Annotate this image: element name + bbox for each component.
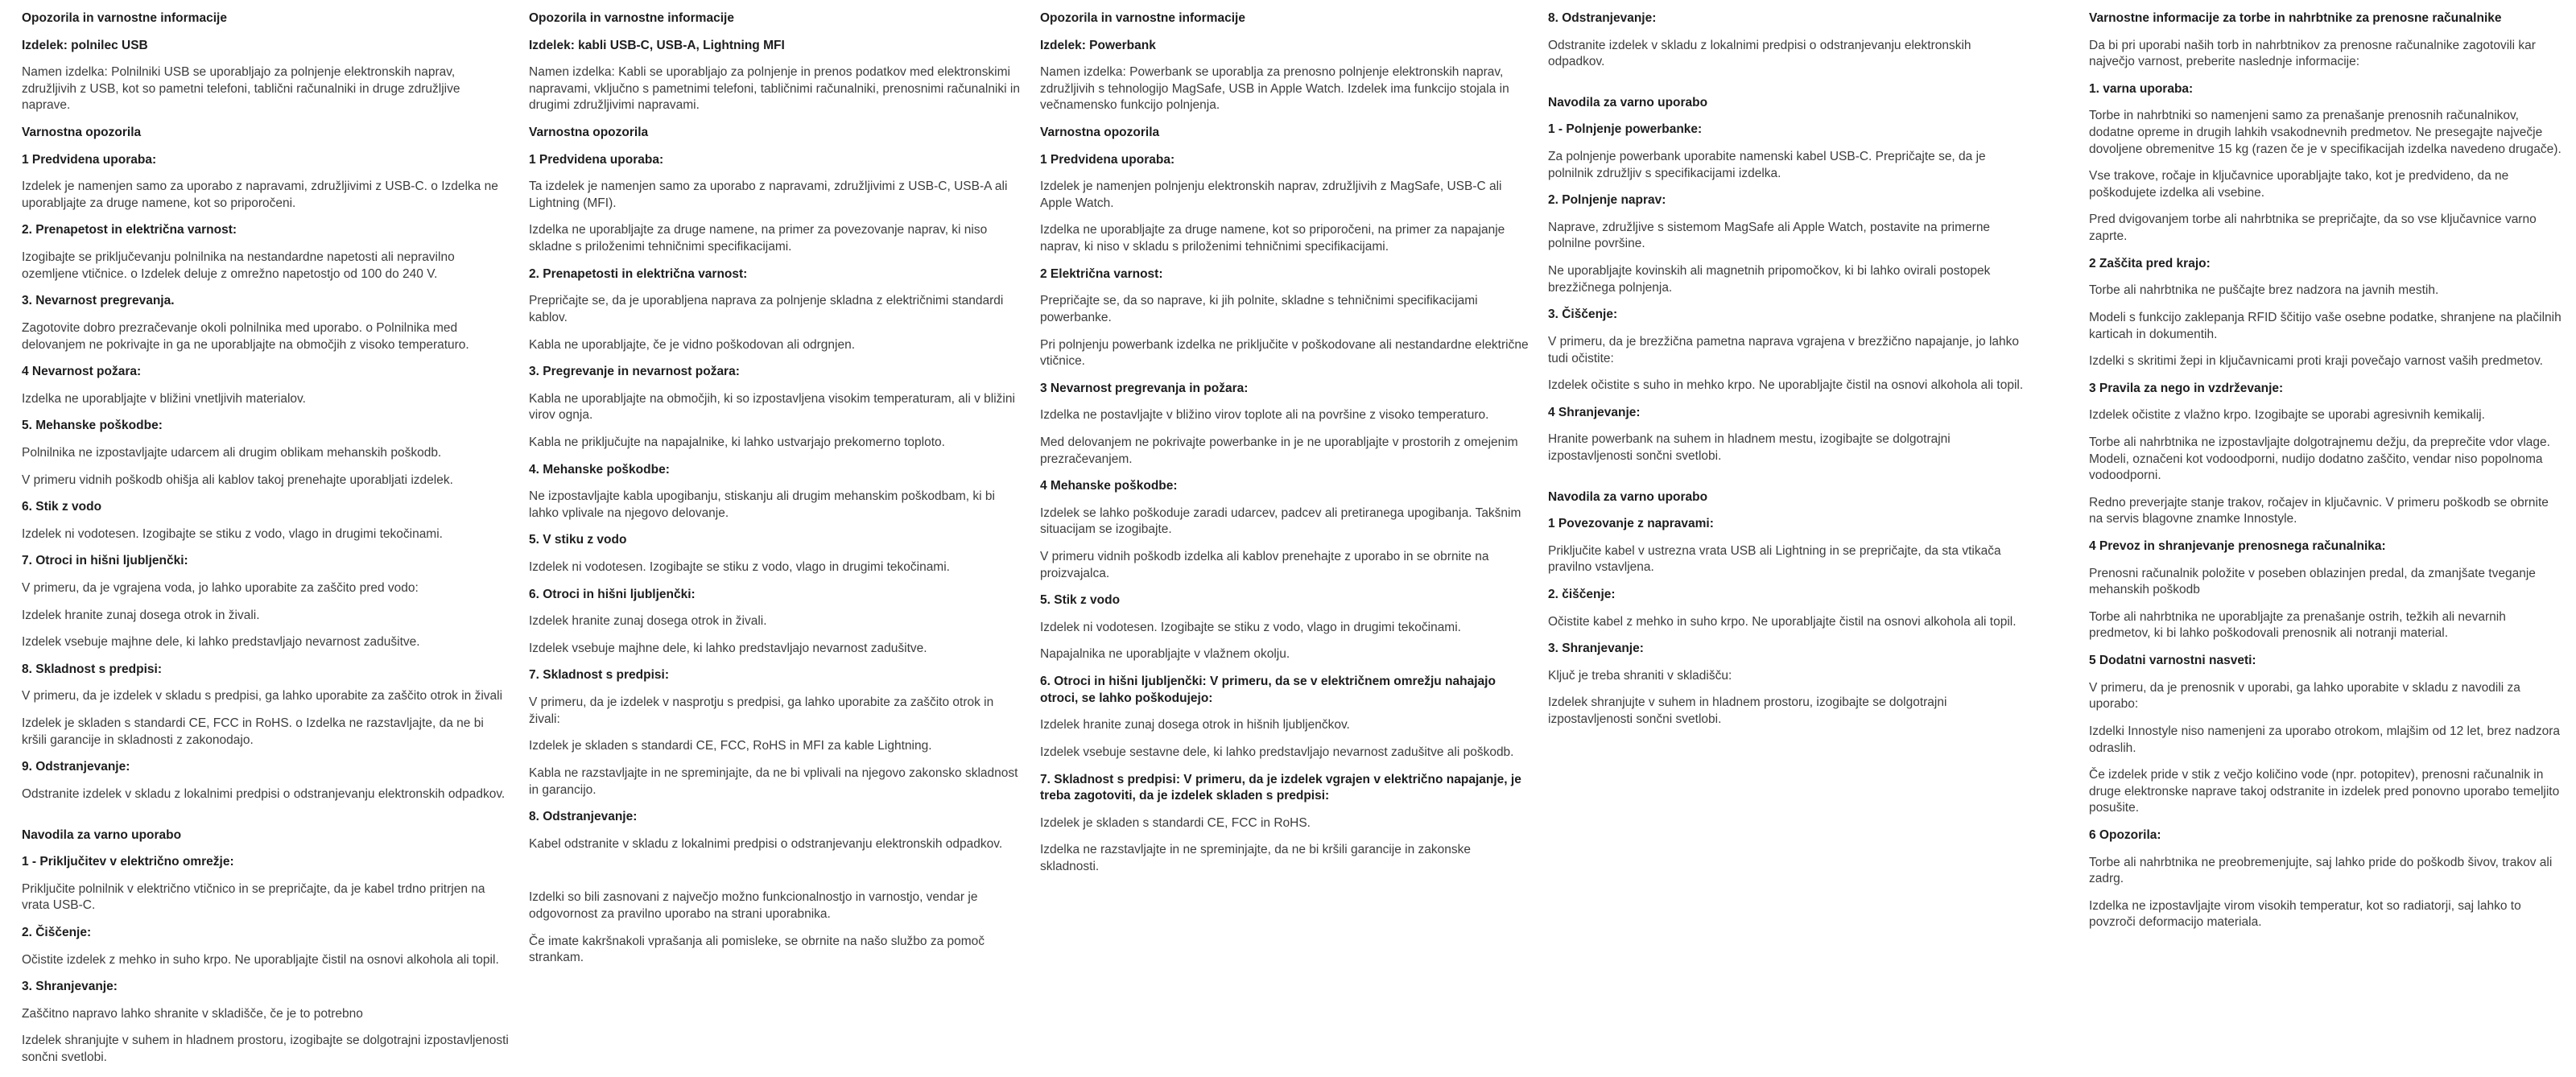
section-heading: 5. Stik z vodo	[1040, 593, 1121, 608]
paragraph: Izdelek je namenjen samo za uporabo z napravami, združljivimi z USB-C. o Izdelka ne uporabljajte za druge namene, kot so priporočeni.	[22, 180, 498, 210]
section-heading: 2 Električna varnost:	[1040, 266, 1163, 281]
paragraph: Priključite kabel v ustrezna vrata USB ali Lightning in se prepričajte, da sta vtikača pravilno vstavljena.	[1548, 543, 2001, 575]
section-heading: 1 Povezovanje z napravami:	[1548, 517, 1714, 531]
section-heading: 5 Dodatni varnostni nasveti:	[2089, 654, 2256, 668]
section-heading: 2. Polnjenje naprav:	[1548, 193, 1666, 208]
paragraph: Odstranite izdelek v skladu z lokalnimi predpisi o odstranjevanju elektronskih odpadkov.	[22, 786, 506, 801]
paragraph: Torbe ali nahrbtnika ne uporabljajte za prenašanje ostrih, težkih ali nevarnih predmetov, ki bi lahko poškodovali prenosnik ali notranji material.	[2089, 609, 2506, 641]
paragraph: Izdelka ne razstavljajte in ne spreminjajte, da ne bi kršili garancije in zakonske skladnosti.	[1040, 843, 1472, 873]
paragraph: Očistite izdelek z mehko in suho krpo. Ne uporabljajte čistil na osnovi alkohola ali topil.	[22, 952, 499, 967]
section-heading: 4 Mehanske poškodbe:	[1040, 479, 1178, 493]
paragraph: Izdelka ne uporabljajte v bližini vnetljivih materialov.	[22, 391, 306, 406]
section-heading: 1 - Polnjenje powerbanke:	[1548, 122, 1703, 137]
section-heading: Varnostna opozorila	[529, 126, 649, 140]
section-heading: 4 Shranjevanje:	[1548, 405, 1641, 419]
section-heading: 3 Pravila za nego in vzdrževanje:	[2089, 381, 2284, 395]
paragraph: Izdelka ne uporabljajte za druge namene, na primer za povezovanje naprav, ki niso skladne s priloženimi tehničnimi specifikacijami.	[529, 223, 988, 254]
paragraph: Med delovanjem ne pokrivajte powerbanke in je ne uporabljajte v prostorih z omejenim prezračevanjem.	[1040, 435, 1518, 466]
paragraph: Prenosni računalnik položite v poseben oblazinjen predal, da zmanjšate tveganje mehanskih poškodb	[2089, 566, 2536, 597]
paragraph: Izdelek je skladen s standardi CE, FCC, RoHS in MFI za kable Lightning.	[529, 739, 932, 753]
section-heading: 1. varna uporaba:	[2089, 81, 2194, 96]
paragraph: Namen izdelka: Polnilniki USB se uporabljajo za polnjenje elektronskih naprav, združljivih z USB, kot so pametni telefoni, tablični računalniki in druge združljive naprave.	[22, 65, 460, 113]
paragraph: Prepričajte se, da je uporabljena naprava za polnjenje skladna z električnimi standardi kablov.	[529, 294, 1004, 324]
paragraph: Hranite powerbank na suhem in hladnem mestu, izogibajte se dolgotrajni izpostavljenosti sončni svetlobi.	[1548, 432, 1951, 463]
section-heading: 1 Predvidena uporaba:	[529, 152, 664, 167]
paragraph: Izdelek hranite zunaj dosega otrok in živali.	[529, 614, 767, 629]
paragraph: Kabel odstranite v skladu z lokalnimi predpisi o odstranjevanju elektronskih odpadkov.	[529, 836, 1003, 851]
column-laptop-bags	[2089, 10, 2562, 942]
section-heading: 4 Prevoz in shranjevanje prenosnega računalnika:	[2089, 539, 2386, 554]
section-heading: 3. Pregrevanje in nevarnost požara:	[529, 365, 740, 379]
paragraph: Ta izdelek je namenjen samo za uporabo z napravami, združljivimi z USB-C, USB-A ali Lightning (MFI).	[529, 180, 1008, 210]
paragraph: Torbe in nahrbtniki so namenjeni samo za prenašanje prenosnih računalnikov, dodatne opreme in drugih lahkih vsakodnevnih predmetov. Ne presegajte največje dovoljene obremenitve 15 kg (razen če je v specifikacijah izdelka navedeno drugače).	[2089, 109, 2562, 156]
section-heading: 7. Skladnost s predpisi:	[529, 668, 669, 683]
paragraph: V primeru, da je vgrajena voda, jo lahko uporabite za zaščito pred vodo:	[22, 581, 419, 596]
paragraph: Priključite polnilnik v električno vtičnico in se prepričajte, da je kabel trdno pritrjen na vrata USB-C.	[22, 881, 485, 913]
section-heading: Varnostna opozorila	[22, 126, 142, 140]
section-heading: 5. Mehanske poškodbe:	[22, 419, 163, 433]
paragraph: Izdelek vsebuje majhne dele, ki lahko predstavljajo nevarnost zadušitve.	[529, 641, 927, 655]
paragraph: Ne izpostavljajte kabla upogibanju, stiskanju ali drugim mehanskim poškodbam, ki bi lahko vplivale na njegovo delovanje.	[529, 489, 995, 520]
paragraph: Izdelek shranjujte v suhem in hladnem prostoru, izogibajte se dolgotrajni izpostavljenosti sončni svetlobi.	[22, 1034, 509, 1064]
paragraph: Izdelek je skladen s standardi CE, FCC in RoHS.	[1040, 815, 1311, 830]
section-heading: Izdelek: Powerbank	[1040, 38, 1156, 52]
paragraph: Izdelki s skritimi žepi in ključavnicami proti kraji povečajo varnost vaših predmetov.	[2089, 354, 2543, 369]
section-heading: 2 Zaščita pred krajo:	[2089, 256, 2211, 270]
paragraph: Redno preverjajte stanje trakov, ročajev in ključavnic. V primeru poškodb se obrnite na servis blagovne znamke Innostyle.	[2089, 495, 2549, 526]
paragraph: Izdelek ni vodotesen. Izogibajte se stiku z vodo, vlago in drugimi tekočinami.	[529, 560, 950, 575]
paragraph: Izdelek hranite zunaj dosega otrok in hišnih ljubljenčkov.	[1040, 718, 1350, 732]
paragraph: Izdelek vsebuje majhne dele, ki lahko predstavljajo nevarnost zadušitve.	[22, 635, 420, 650]
paragraph: Pred dvigovanjem torbe ali nahrbtnika se prepričajte, da so vse ključavnice varno zaprte.	[2089, 213, 2537, 244]
paragraph: Kabla ne uporabljajte, če je vidno poškodovan ali odrgnjen.	[529, 337, 856, 352]
paragraph: Vse trakove, ročaje in ključavnice uporabljajte tako, kot je predvideno, da ne poškodujete izdelka ali vsebine.	[2089, 169, 2509, 200]
column-usb-charger	[22, 10, 511, 1077]
paragraph: Modeli s funkcijo zaklepanja RFID ščitijo vaše osebne podatke, shranjene na plačilnih karticah in dokumentih.	[2089, 310, 2562, 341]
paragraph: Izdelka ne postavljajte v bližino virov toplote ali na površine z visoko temperaturo.	[1040, 408, 1489, 423]
section-heading: 3. Nevarnost pregrevanja.	[22, 294, 175, 308]
paragraph: Da bi pri uporabi naših torb in nahrbtnikov za prenosne računalnike zagotovili kar največjo varnost, preberite naslednje informacije:	[2089, 38, 2536, 69]
paragraph: Naprave, združljive s sistemom MagSafe ali Apple Watch, postavite na primerne polnilne površine.	[1548, 220, 1991, 251]
section-heading: 8. Skladnost s predpisi:	[22, 662, 162, 676]
paragraph: Izdelka ne izpostavljajte virom visokih temperatur, kot so radiatorji, saj lahko to povzroči deformacijo materiala.	[2089, 898, 2521, 930]
section-heading: 6. Stik z vodo	[22, 500, 102, 514]
paragraph: Izdelek ni vodotesen. Izogibajte se stiku z vodo, vlago in drugimi tekočinami.	[1040, 620, 1461, 634]
paragraph: Kabla ne priključujte na napajalnike, ki lahko ustvarjajo prekomerno toploto.	[529, 435, 945, 449]
paragraph: V primeru, da je izdelek v nasprotju s predpisi, ga lahko uporabite za zaščito otrok in živali:	[529, 695, 994, 726]
section-heading: 1 Predvidena uporaba:	[1040, 152, 1175, 167]
paragraph: Izdelek je namenjen polnjenju elektronskih naprav, združljivih z MagSafe, USB-C ali Apple Watch.	[1040, 180, 1502, 210]
paragraph: Kabla ne uporabljajte na območjih, ki so izpostavljena visokim temperaturam, ali v bližini virov ognja.	[529, 391, 1015, 423]
section-heading: 2. Prenapetost in električna varnost:	[22, 223, 237, 237]
paragraph: Izdelek ni vodotesen. Izogibajte se stiku z vodo, vlago in drugimi tekočinami.	[22, 526, 443, 541]
paragraph: Zaščitno napravo lahko shranite v skladišče, če je to potrebno	[22, 1006, 363, 1021]
paragraph: Izdelka ne uporabljajte za druge namene, kot so priporočeni, na primer za napajanje naprav, ki niso v skladu s priloženimi tehničnimi specifikacijami.	[1040, 223, 1505, 254]
section-heading: 3. Shranjevanje:	[22, 980, 118, 994]
section-heading: 1 - Priključitev v električno omrežje:	[22, 855, 234, 869]
section-heading: 8. Odstranjevanje:	[1548, 11, 1657, 25]
paragraph: Izdelek shranjujte v suhem in hladnem prostoru, izogibajte se dolgotrajni izpostavljenosti sončni svetlobi.	[1548, 695, 1947, 727]
section-heading: Opozorila in varnostne informacije	[22, 11, 227, 25]
section-heading: Izdelek: polnilec USB	[22, 38, 148, 52]
section-heading: 5. V stiku z vodo	[529, 533, 627, 547]
paragraph: Kabla ne razstavljajte in ne spreminjajte, da ne bi vplivali na njegovo zakonsko skladnost in garancijo.	[529, 765, 1018, 797]
section-heading: Varnostna opozorila	[1040, 126, 1160, 140]
section-heading: 3 Nevarnost pregrevanja in požara:	[1040, 381, 1249, 395]
section-heading: Opozorila in varnostne informacije	[529, 11, 734, 25]
paragraph: Torbe ali nahrbtnika ne izpostavljajte dolgotrajnemu dežju, da preprečite vdor vlage. Modeli, označeni kot vodoodporni, nudijo dodatno zaščito, vendar niso popolnoma vodoodporni.	[2089, 435, 2550, 483]
paragraph: Za polnjenje powerbank uporabite namenski kabel USB-C. Prepričajte se, da je polnilnik združljiv s specifikacijami izdelka.	[1548, 150, 1986, 180]
paragraph: V primeru, da je brezžična pametna naprava vgrajena v brezžično napajanje, jo lahko tudi očistite:	[1548, 334, 2020, 365]
section-heading: 9. Odstranjevanje:	[22, 760, 130, 774]
paragraph: Torbe ali nahrbtnika ne preobremenjujte, saj lahko pride do poškodb šivov, trakov ali zadrg.	[2089, 855, 2553, 886]
paragraph: Izdelek se lahko poškoduje zaradi udarcev, padcev ali pretiranega upogibanja. Takšnim situacijam se izogibajte.	[1040, 505, 1521, 537]
paragraph: Izdelek hranite zunaj dosega otrok in živali.	[22, 608, 260, 622]
paragraph: Izdelek je skladen s standardi CE, FCC in RoHS. o Izdelka ne razstavljajte, da ne bi kršili garancije in skladnosti z zakonodajo.	[22, 716, 484, 747]
paragraph: Izdelek vsebuje sestavne dele, ki lahko predstavljajo nevarnost zadušitve ali poškodb.	[1040, 745, 1514, 759]
section-heading: Opozorila in varnostne informacije	[1040, 11, 1245, 25]
paragraph: Izdelki so bili zasnovani z največjo možno funkcionalnostjo in varnostjo, vendar je odgovornost za pravilno uporabo na strani uporabnika.	[529, 890, 978, 921]
column-cables	[529, 10, 1022, 977]
paragraph: V primeru vidnih poškodb ohišja ali kablov takoj prenehajte uporabljati izdelek.	[22, 472, 453, 487]
paragraph: Namen izdelka: Powerbank se uporablja za prenosno polnjenje elektronskih naprav, združljivih s tehnologijo MagSafe, USB in Apple Watch. Izdelek ima funkcijo stojala in večnamensko funkcijo polnjenja.	[1040, 65, 1509, 113]
section-heading: 4. Mehanske poškodbe:	[529, 462, 670, 477]
paragraph: Če izdelek pride v stik z večjo količino vode (npr. potopitev), prenosni računalnik in druge elektronske naprave takoj odstranite in izdelek pred ponovno uporabo temeljito posušite.	[2089, 768, 2560, 815]
section-heading: 1 Predvidena uporaba:	[22, 152, 157, 167]
paragraph: V primeru, da je prenosnik v uporabi, ga lahko uporabite v skladu z navodili za uporabo:	[2089, 680, 2520, 712]
paragraph: V primeru, da je izdelek v skladu s predpisi, ga lahko uporabite za zaščito otrok in živali	[22, 689, 503, 704]
section-heading: 7. Otroci in hišni ljubljenčki:	[22, 554, 188, 568]
section-heading: 4 Nevarnost požara:	[22, 365, 142, 379]
section-heading: 2. Čiščenje:	[22, 925, 92, 939]
paragraph: Ključ je treba shraniti v skladišču:	[1548, 668, 1732, 683]
section-heading: 3. Shranjevanje:	[1548, 642, 1644, 656]
section-heading: Izdelek: kabli USB-C, USB-A, Lightning MFI	[529, 38, 785, 52]
paragraph: Izogibajte se priključevanju polnilnika na nestandardne napetosti ali nepravilno ozemljene vtičnice. o Izdelek deluje z omrežno napetostjo od 100 do 240 V.	[22, 250, 455, 281]
section-heading: 8. Odstranjevanje:	[529, 810, 638, 824]
section-heading: 6 Opozorila:	[2089, 827, 2161, 842]
paragraph: Polnilnika ne izpostavljajte udarcem ali drugim oblikam mehanskih poškodb.	[22, 445, 442, 460]
column-powerbank-instructions	[1548, 10, 2031, 739]
paragraph: Pri polnjenju powerbank izdelka ne priključite v poškodovane ali nestandardne električne vtičnice.	[1040, 337, 1529, 369]
paragraph: Očistite kabel z mehko in suho krpo. Ne uporabljajte čistil na osnovi alkohola ali topil.	[1548, 614, 2017, 629]
section-heading: Varnostne informacije za torbe in nahrbtnike za prenosne računalnike	[2089, 11, 2502, 25]
section-heading: Navodila za varno uporabo	[1548, 489, 1708, 504]
paragraph: Zagotovite dobro prezračevanje okoli polnilnika med uporabo. o Polnilnika med delovanjem ne pokrivajte in ga ne uporabljajte na območjih z visoko temperaturo.	[22, 320, 469, 352]
section-heading: 7. Skladnost s predpisi: V primeru, da je izdelek vgrajen v električno napajanje, je treba zagotoviti, da je izdelek skladen s predpisi:	[1040, 772, 1521, 803]
section-heading: 6. Otroci in hišni ljubljenčki: V primeru, da se v električnem omrežju nahajajo otroci, se lahko poškodujejo:	[1040, 675, 1496, 705]
paragraph: Torbe ali nahrbtnika ne puščajte brez nadzora na javnih mestih.	[2089, 283, 2439, 298]
section-heading: Navodila za varno uporabo	[22, 827, 182, 842]
section-heading: 3. Čiščenje:	[1548, 307, 1618, 322]
paragraph: Namen izdelka: Kabli se uporabljajo za polnjenje in prenos podatkov med elektronskimi napravami, vključno s pametnimi telefoni, tabličnimi računalniki, prenosnimi računalniki in drugimi združljivimi napravami.	[529, 65, 1020, 113]
paragraph: Izdelek očistite z vlažno krpo. Izogibajte se uporabi agresivnih kemikalij.	[2089, 408, 2485, 423]
paragraph: V primeru vidnih poškodb izdelka ali kablov prenehajte z uporabo in se obrnite na proizvajalca.	[1040, 550, 1489, 580]
section-heading: 2. Prenapetosti in električna varnost:	[529, 266, 748, 281]
paragraph: Izdelek očistite s suho in mehko krpo. Ne uporabljajte čistil na osnovi alkohola ali topil.	[1548, 378, 2024, 393]
paragraph: Če imate kakršnakoli vprašanja ali pomisleke, se obrnite na našo službo za pomoč strankam.	[529, 934, 985, 965]
paragraph: Ne uporabljajte kovinskih ali magnetnih pripomočkov, ki bi lahko ovirali postopek brezžičnega polnjenja.	[1548, 264, 1991, 295]
paragraph: Napajalnika ne uporabljajte v vlažnem okolju.	[1040, 647, 1290, 662]
section-heading: 2. čiščenje:	[1548, 588, 1616, 602]
column-powerbank	[1040, 10, 1533, 886]
section-heading: 6. Otroci in hišni ljubljenčki:	[529, 587, 696, 601]
paragraph: Prepričajte se, da so naprave, ki jih polnite, skladne s tehničnimi specifikacijami powerbanke.	[1040, 294, 1478, 324]
section-heading: Navodila za varno uporabo	[1548, 95, 1708, 109]
paragraph: Odstranite izdelek v skladu z lokalnimi predpisi o odstranjevanju elektronskih odpadkov.	[1548, 38, 1971, 69]
paragraph: Izdelki Innostyle niso namenjeni za uporabo otrokom, mlajšim od 12 let, brez nadzora odraslih.	[2089, 724, 2561, 755]
